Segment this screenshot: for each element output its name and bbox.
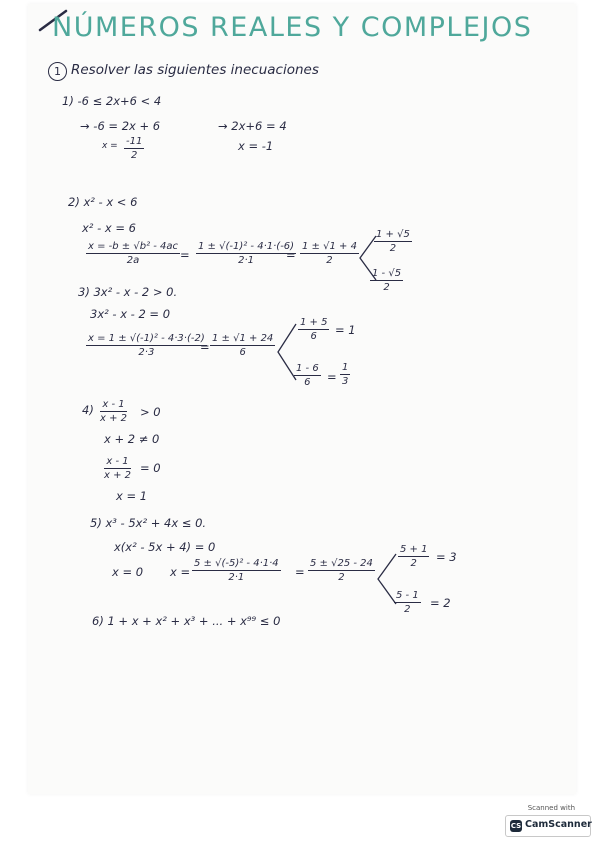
p2-equation: x² - x = 6 (82, 221, 136, 235)
p3-root-1 (298, 317, 329, 342)
p2-eq-sign-2: = (286, 248, 296, 262)
p2-formula-num: x = -b ± √b² - 4ac (88, 241, 179, 252)
p5-step-2 (308, 558, 375, 583)
p6-statement: 6) 1 + x + x² + x³ + ... + x⁹⁹ ≤ 0 (92, 614, 281, 628)
p3-step-2-den: 6 (239, 347, 246, 358)
p5-root-2-num: 5 - 1 (396, 590, 419, 601)
p4-condition: x + 2 ≠ 0 (104, 432, 160, 446)
p5-factored: x(x² - 5x + 4) = 0 (114, 540, 216, 554)
p3-step-1-num: x = 1 ± √(-1)² - 4·3·(-2) (88, 333, 205, 344)
p2-step-2-num: 1 ± √1 + 4 (302, 241, 357, 252)
p5-step-2-den: 2 (338, 572, 345, 583)
p2-statement: 2) x² - x < 6 (68, 195, 138, 209)
p3-statement: 3) 3x² - x - 2 > 0. (78, 285, 178, 299)
p1-left-equation: → -6 = 2x + 6 (80, 119, 161, 133)
p1-statement: 1) -6 ≤ 2x+6 < 4 (62, 94, 162, 108)
p2-root-1-num: 1 + √5 (376, 229, 410, 240)
p1-right-solution: x = -1 (238, 139, 274, 153)
p1-left-solution-prefix: x = (102, 141, 118, 151)
p2-formula (86, 241, 180, 266)
scanner-name: CamScanner (525, 819, 592, 830)
p3-equation: 3x² - x - 2 = 0 (90, 307, 171, 321)
p2-root-2 (370, 268, 403, 293)
page-title: NÚMEROS REALES Y COMPLEJOS (52, 12, 533, 43)
p3-root-2 (294, 363, 321, 388)
p5-statement: 5) x³ - 5x² + 4x ≤ 0. (90, 516, 207, 530)
p1-left-solution-num: -11 (126, 136, 143, 147)
p2-step-1-num: 1 ± √(-1)² - 4·1·(-6) (198, 241, 295, 252)
p3-root-2-eq: = (327, 370, 337, 384)
p4-solution: x = 1 (116, 489, 148, 503)
p2-step-1-den: 2·1 (238, 255, 254, 266)
p4-equation (104, 456, 131, 481)
p2-root-2-den: 2 (383, 282, 390, 293)
scanner-caption: Scanned with (527, 804, 575, 812)
p3-root-2-den: 6 (304, 377, 311, 388)
p5-step-1 (192, 558, 281, 583)
p5-root-1-den: 2 (410, 558, 417, 569)
p2-step-2 (300, 241, 359, 266)
p3-step-2-num: 1 ± √1 + 24 (212, 333, 274, 344)
p3-root-1-den: 6 (310, 331, 317, 342)
p1-right-equation: → 2x+6 = 4 (218, 119, 287, 133)
p5-root-1 (398, 544, 429, 569)
section-heading: Resolver las siguientes inecuaciones (71, 62, 319, 78)
p2-step-1 (196, 241, 296, 266)
p4-fraction-den: x + 2 (100, 413, 128, 424)
p2-root-1-den: 2 (389, 243, 397, 254)
p3-root-2-value-num: 1 (342, 362, 349, 373)
p2-eq-sign-1: = (180, 248, 190, 262)
scanner-box (505, 815, 591, 837)
section-number-badge: 1 (48, 62, 67, 81)
p3-step-1-den: 2·3 (138, 347, 155, 358)
p4-label: 4) (82, 403, 94, 417)
p5-root-2-value: = 2 (430, 596, 451, 610)
p5-step-1-num: 5 ± √(-5)² - 4·1·4 (194, 558, 279, 569)
p3-root-1-num: 1 + 5 (300, 317, 328, 328)
p3-root-1-value: = 1 (335, 323, 356, 337)
camscanner-badge (505, 804, 592, 836)
p5-x-zero: x = 0 (112, 565, 144, 579)
p3-step-2 (210, 333, 275, 358)
p4-equation-den: x + 2 (104, 470, 132, 481)
p3-root-2-value-den: 3 (342, 376, 349, 387)
p3-root-2-value (340, 362, 350, 387)
p1-left-solution-den: 2 (130, 150, 138, 161)
p1-left-solution-fraction (124, 136, 144, 161)
p5-root-2 (394, 590, 421, 615)
p5-step-2-num: 5 ± √25 - 24 (310, 558, 373, 569)
p2-step-2-den: 2 (326, 255, 333, 266)
p2-root-2-num: 1 - √5 (372, 268, 402, 279)
p5-root-1-num: 5 + 1 (400, 544, 428, 555)
p2-root-1 (374, 229, 412, 254)
p4-equation-num: x - 1 (104, 456, 131, 469)
p4-relation: > 0 (140, 405, 161, 419)
p5-step-1-den: 2·1 (228, 572, 245, 583)
p4-equation-relation: = 0 (140, 461, 161, 475)
p4-fraction (100, 399, 127, 424)
p2-formula-den: 2a (126, 255, 140, 266)
arrow-icon: → (80, 119, 94, 133)
p3-step-1 (86, 333, 207, 358)
p3-eq-sign: = (200, 340, 210, 354)
camscanner-logo-icon: CS (510, 822, 522, 830)
p4-fraction-num: x - 1 (100, 399, 127, 412)
p5-step-1-prefix: x = (170, 565, 191, 579)
p3-root-2-num: 1 - 6 (296, 363, 319, 374)
p5-eq-sign: = (295, 565, 305, 579)
p5-root-2-den: 2 (404, 604, 411, 615)
arrow-icon: → (218, 119, 232, 133)
p5-root-1-value: = 3 (436, 550, 457, 564)
